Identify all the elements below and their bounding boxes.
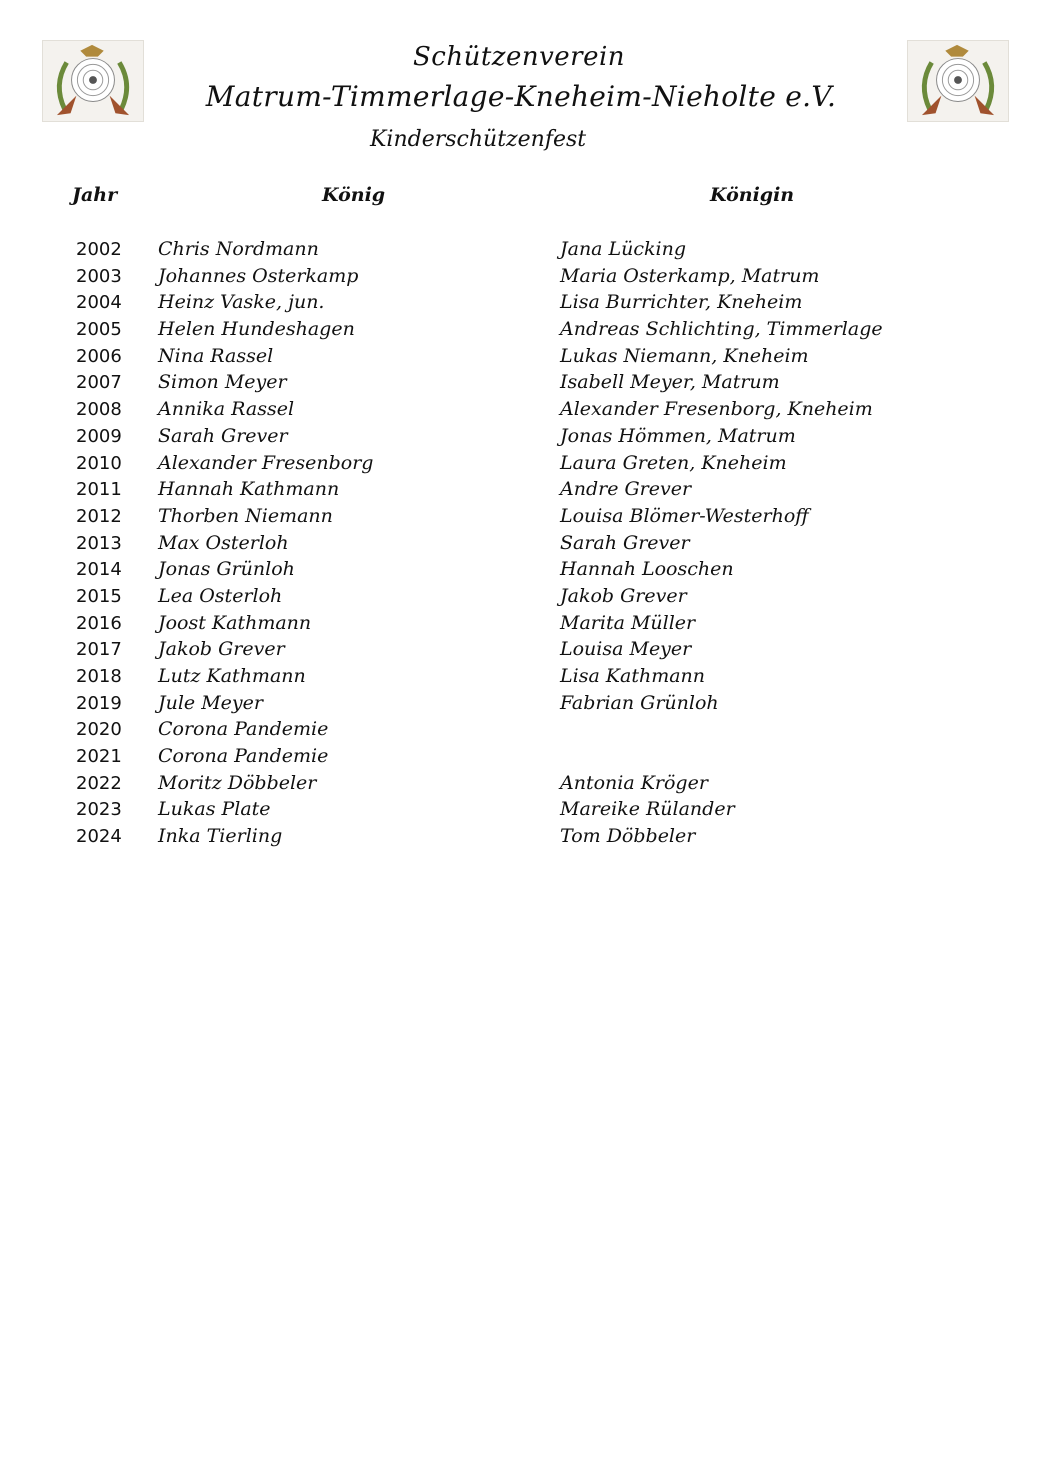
year-cell: 2010 [76,452,122,474]
year-cell: 2002 [76,239,122,260]
koenigin-cell: Louisa Blömer-Westerhoff [560,504,809,527]
table-row [0,263,1038,290]
page-subtitle: Kinderschützenfest [370,127,587,152]
koenig-cell: Corona Pandemie [158,718,329,741]
club-name-line2: Matrum-Timmerlage-Kneheim-Nieholte e.V. [205,80,837,113]
koenigin-cell: Lukas Niemann, Kneheim [560,344,809,367]
koenig-cell: Helen Hundeshagen [158,318,355,341]
year-cell: 2021 [76,746,122,768]
koenig-cell: Hannah Kathmann [158,478,340,501]
year-cell: 2012 [76,505,122,527]
year-cell: 2016 [76,612,122,634]
koenig-cell: Simon Meyer [158,371,287,394]
koenig-cell: Sarah Grever [158,424,288,447]
koenig-cell: Corona Pandemie [158,745,329,768]
table-row [0,423,1038,450]
koenig-cell: Jonas Grünloh [158,558,295,581]
koenig-cell: Nina Rassel [158,344,274,367]
table-row [0,530,1038,557]
koenig-cell: Lea Osterloh [158,584,283,607]
koenig-cell: Annika Rassel [158,398,295,421]
year-cell: 2004 [76,292,122,314]
table-row [0,369,1038,396]
koenig-cell: Johannes Osterkamp [158,264,359,287]
koenigin-cell: Sarah Grever [560,531,690,554]
year-cell: 2017 [76,639,122,661]
koenigin-cell: Isabell Meyer, Matrum [560,371,780,394]
year-cell: 2006 [76,345,122,367]
table-row [0,236,1038,263]
koenigin-cell: Marita Müller [560,611,696,634]
year-cell: 2005 [76,319,122,341]
table-row [0,823,1038,850]
koenigin-cell: Antonia Kröger [560,771,708,794]
table-row [0,396,1038,423]
year-cell: 2003 [76,265,122,287]
year-cell: 2019 [76,692,122,714]
winners-table [0,236,1038,850]
koenigin-cell: Fabrian Grünloh [560,691,719,714]
table-row [0,716,1038,743]
koenig-cell: Moritz Döbbeler [158,771,317,794]
table-row [0,770,1038,797]
koenig-cell: Joost Kathmann [158,611,312,634]
koenig-cell: Lukas Plate [158,798,271,821]
table-row [0,636,1038,663]
year-cell: 2007 [76,372,122,394]
year-cell: 2008 [76,399,122,421]
koenig-cell: Thorben Niemann [158,504,333,527]
column-header-koenigin: Königin [710,184,795,206]
koenigin-cell: Jana Lücking [560,238,687,260]
table-row [0,316,1038,343]
table-row [0,450,1038,477]
koenig-cell: Lutz Kathmann [158,665,306,687]
year-cell: 2013 [76,532,122,554]
koenigin-cell: Hannah Looschen [560,558,734,581]
koenig-cell: Alexander Fresenborg [158,451,374,474]
table-row [0,503,1038,530]
koenig-cell: Jule Meyer [158,691,263,714]
table-row [0,690,1038,717]
koenigin-cell: Alexander Fresenborg, Kneheim [560,398,873,421]
table-row [0,610,1038,637]
koenigin-cell: Louisa Meyer [560,638,692,661]
year-cell: 2022 [76,772,122,794]
koenig-cell: Jakob Grever [158,638,285,661]
year-cell: 2024 [76,826,122,848]
koenigin-cell: Mareike Rülander [560,798,735,821]
table-row [0,556,1038,583]
koenigin-cell: Maria Osterkamp, Matrum [560,264,820,287]
year-cell: 2018 [76,666,122,687]
column-header-jahr: Jahr [72,184,118,206]
year-cell: 2020 [76,719,122,741]
koenigin-cell: Andre Grever [560,478,692,501]
koenig-cell: Inka Tierling [158,825,283,848]
table-row [0,583,1038,610]
koenigin-cell: Jakob Grever [560,584,687,607]
koenig-cell: Chris Nordmann [158,238,319,260]
koenigin-cell: Laura Greten, Kneheim [560,451,787,474]
year-cell: 2011 [76,479,122,501]
table-row [0,476,1038,503]
table-row [0,663,1038,690]
year-cell: 2009 [76,425,122,447]
koenigin-cell: Tom Döbbeler [560,825,696,848]
table-row [0,343,1038,370]
koenigin-cell: Lisa Burrichter, Kneheim [560,291,803,314]
year-cell: 2023 [76,799,122,821]
table-row [0,289,1038,316]
year-cell: 2014 [76,559,122,581]
koenig-cell: Heinz Vaske, jun. [158,291,325,314]
koenigin-cell: Andreas Schlichting, Timmerlage [560,318,883,341]
koenigin-cell: Jonas Hömmen, Matrum [560,424,796,447]
table-row [0,796,1038,823]
column-header-koenig: König [322,184,386,206]
koenigin-cell: Lisa Kathmann [560,665,706,687]
table-row [0,743,1038,770]
club-name-line1: Schützenverein [412,42,626,72]
koenig-cell: Max Osterloh [158,531,289,554]
year-cell: 2015 [76,585,122,607]
